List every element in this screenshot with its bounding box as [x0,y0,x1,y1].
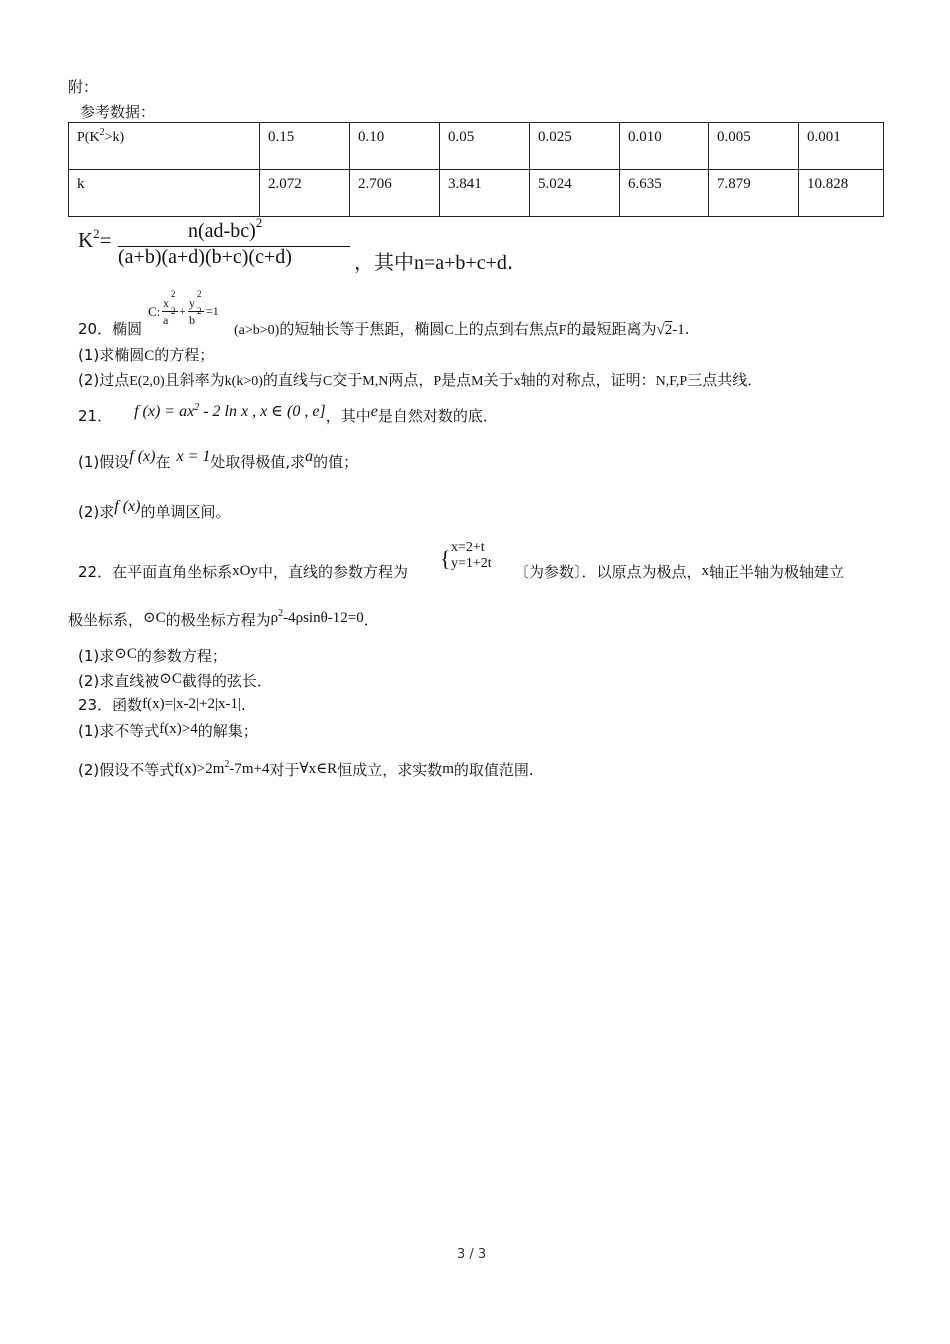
table-row-header [69,123,884,170]
formula-tail: ，其中n=a+b+c+d. [354,250,514,274]
table-cell: 0.010 [620,123,709,170]
table-cell: 7.879 [709,170,799,217]
table-cell: k [69,170,260,217]
q22-line1-tail: 〔为参数〕．以原点为极点，x轴正半轴为极轴建立 [514,563,845,581]
ref-data-label: 参考数据： [80,103,156,121]
q20-part2: (2)过点E(2,0)且斜率为k(k>0)的直线与C交于M,N两点，P是点M关于x轴的对称点，证明：N,F,P三点共线． [78,371,763,389]
table-cell: 6.635 [620,170,709,217]
table-cell: 5.024 [530,170,620,217]
table-cell: 0.001 [799,123,884,170]
q21-part2: (2)求f (x)的单调区间。 [78,498,231,521]
table-cell: 10.828 [799,170,884,217]
q23-part1: (1)求不等式f(x)>4的解集； [78,721,258,740]
q20-line1: (a>b>0)的短轴长等于焦距，椭圆C上的点到右焦点F的最短距离为√2-1. [234,320,690,338]
page-number: 3 / 3 [457,1247,487,1262]
q22-line2: 极坐标系，⊙C的极坐标方程为$\rho^2-4\rho\sin\theta-12=0$． [68,608,379,629]
table-cell: 0.005 [709,123,799,170]
q22-part1: (1)求⊙C的参数方程； [78,646,227,665]
param-equations: x=2+t y=1+2t [451,540,492,571]
table-cell: 0.025 [530,123,620,170]
q23-part2: (2)假设不等式$f(x)>2m^2-7m+4$对于∀x∈R恒成立，求实数m的取值范围. [78,759,534,779]
appendix-label: 附： [68,78,99,96]
ellipse-equation: C: x 2 a + y 2 b =1 [148,289,219,327]
q20-part1: (1)求椭圆C的方程； [78,346,215,364]
q20-number: 20．椭圆 [78,320,143,338]
q22-part2: (2)求直线被⊙C截得的弦长． [78,671,272,690]
formula-lhs: $K^2=$ [78,226,112,252]
q22-line1: 22．在平面直角坐标系xOy中，直线的参数方程为 [78,563,408,581]
table-cell: 2.706 [350,170,440,217]
table-cell: 2.072 [260,170,350,217]
table-cell: $P(K^2>k)$ [69,123,260,170]
table-cell: 3.841 [440,170,530,217]
table-cell: 0.05 [440,123,530,170]
q23-line1: 23．函数f(x)=|x-2|+2|x-1|. [78,696,246,714]
table-row [69,170,884,217]
reference-table [68,122,884,217]
q21-part1: (1)假设f (x)在 x = 1处取得极值,求a的值； [78,448,359,471]
table-cell: 0.15 [260,123,350,170]
table-cell: 0.10 [350,123,440,170]
brace-icon: { [440,546,451,571]
q21-line1: 21． f $(x) = ax^2 - 2$ ln x , x ∈ (0 , e]，其中e是自然对数的底． [78,402,498,425]
